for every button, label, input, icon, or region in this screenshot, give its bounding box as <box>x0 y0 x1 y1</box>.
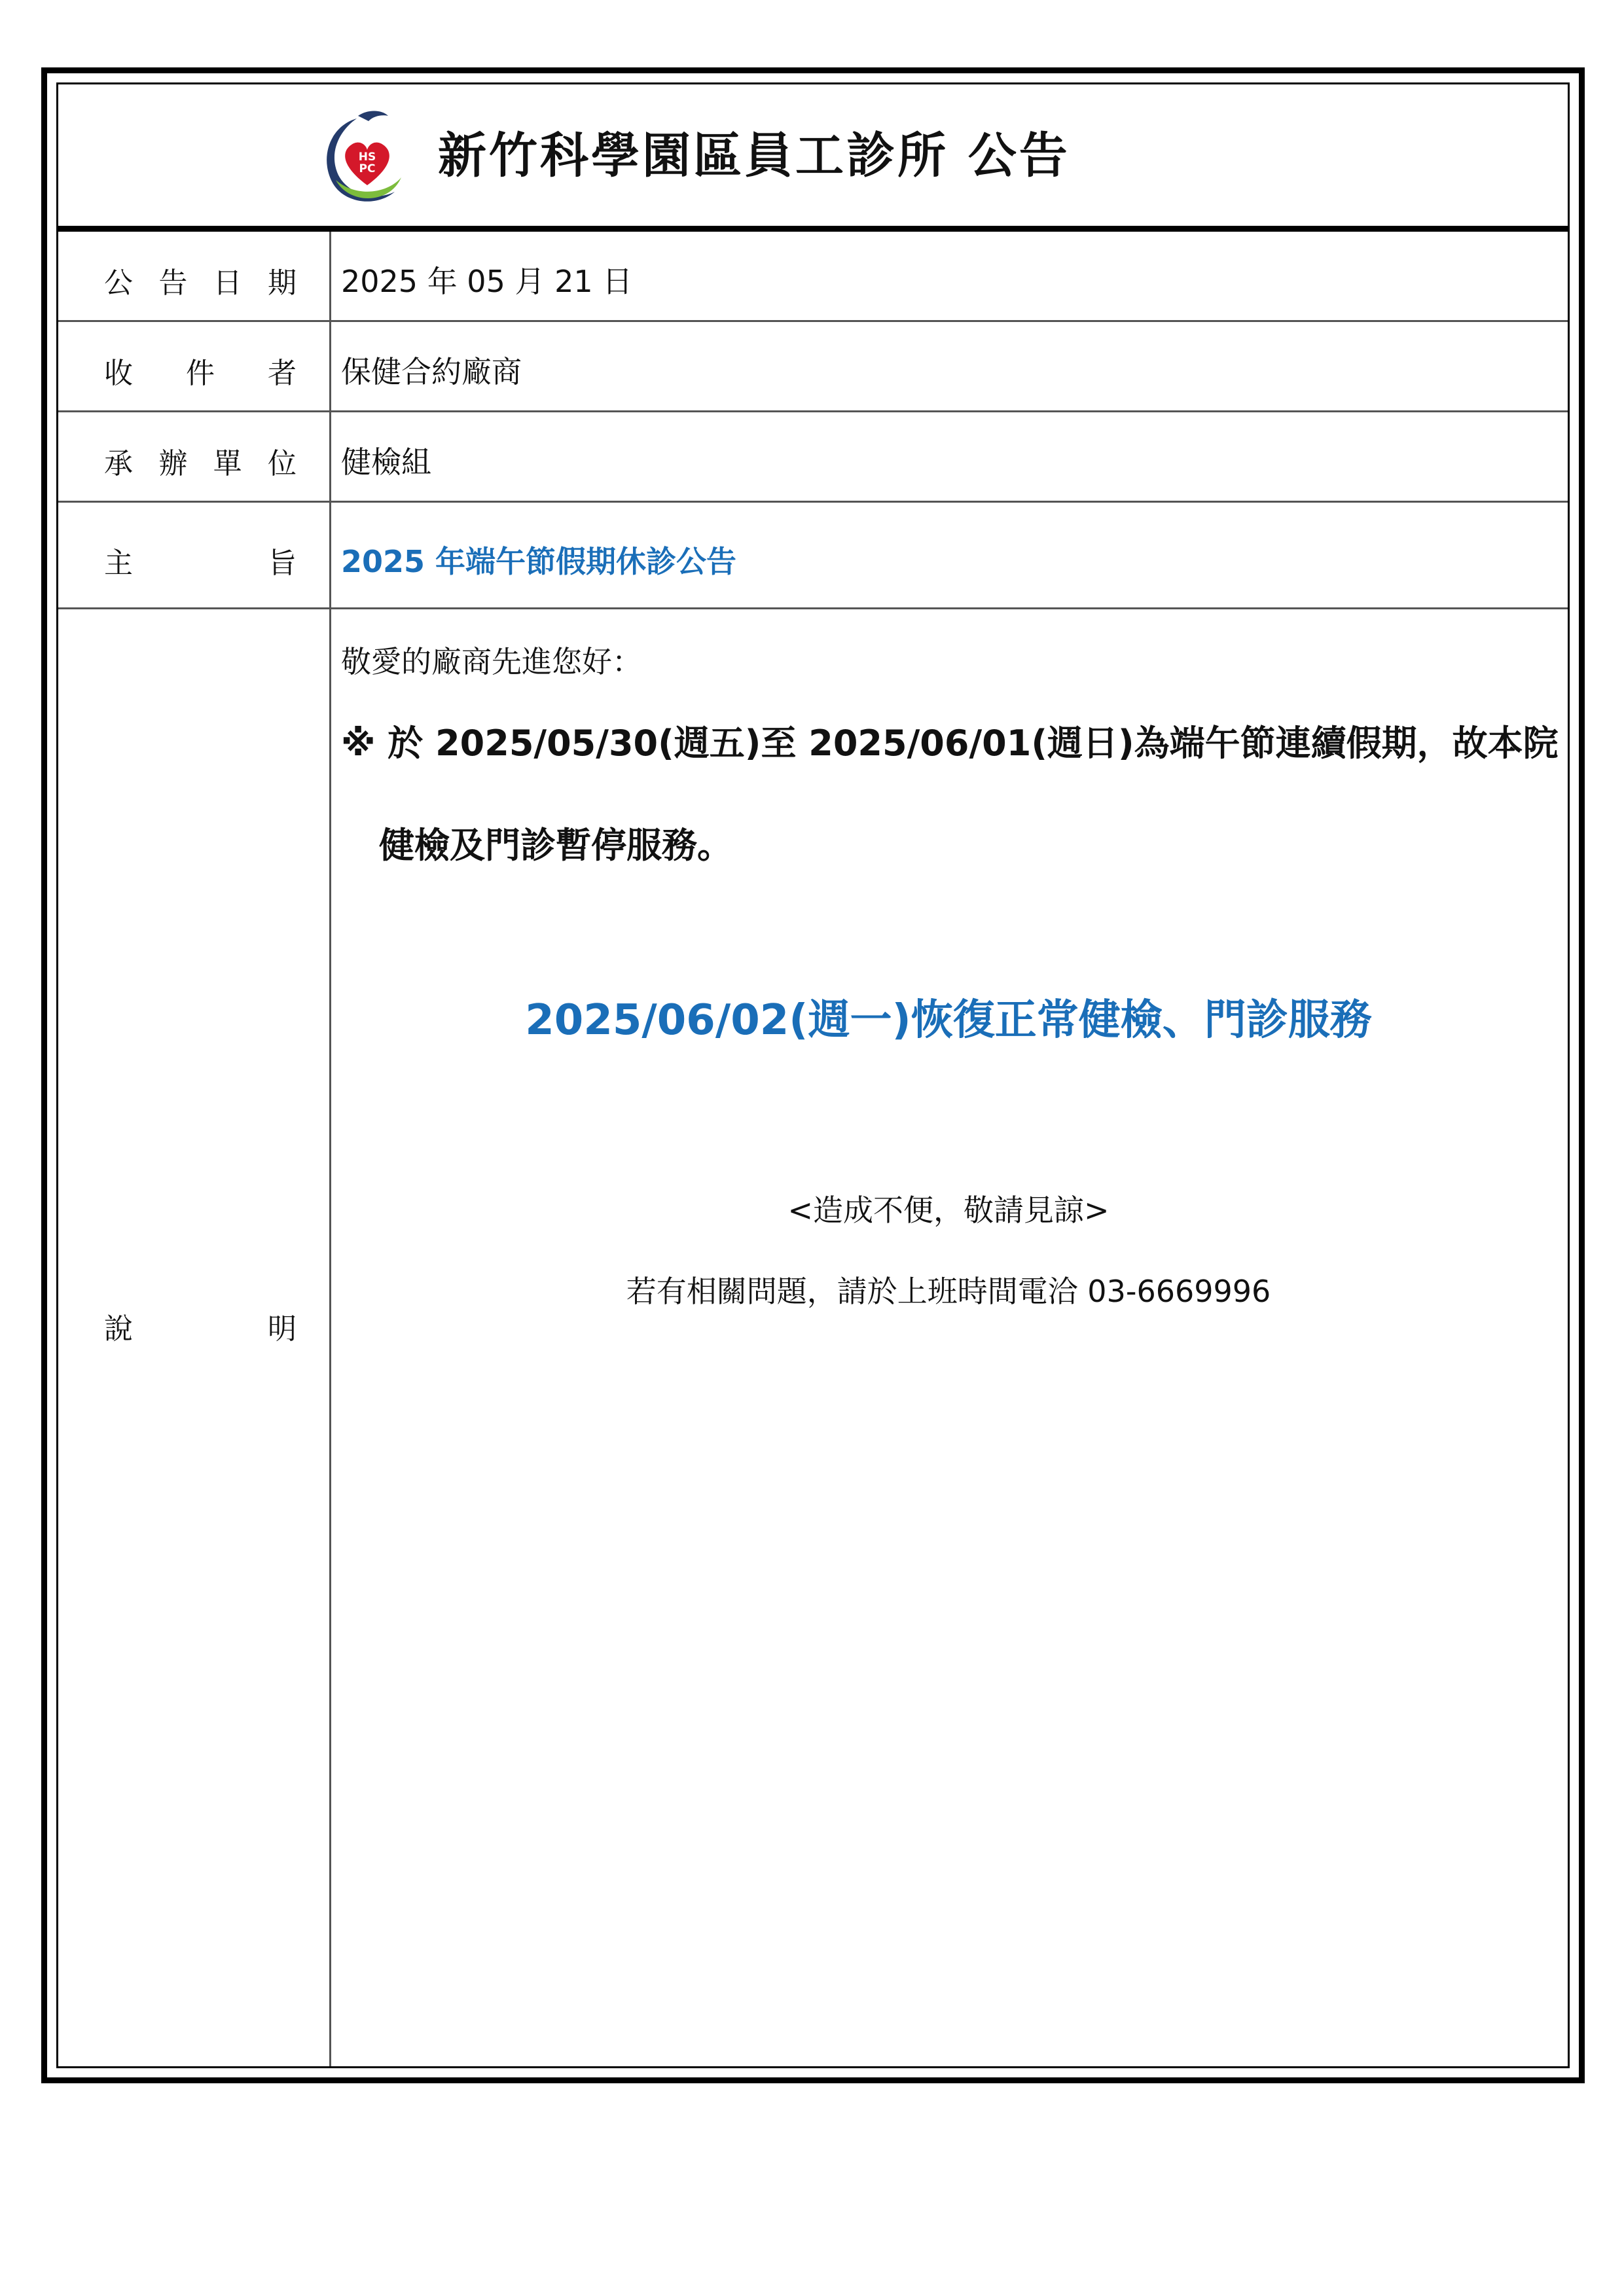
recipient: 保健合約廠商 <box>341 354 522 389</box>
row-subject <box>58 503 1568 609</box>
row-description <box>58 609 1568 2066</box>
svg-text:PC: PC <box>359 162 376 175</box>
label-char: 位 <box>267 447 297 480</box>
responsible-unit: 健檢組 <box>341 444 431 480</box>
label-char: 告 <box>158 266 188 300</box>
contact-info: 若有相關問題，請於上班時間電洽 03-6669996 <box>626 1274 1271 1309</box>
label-char: 收 <box>104 357 133 390</box>
row-announcement-date <box>58 232 1568 322</box>
label-char: 單 <box>213 447 242 480</box>
label-char: 者 <box>268 357 297 390</box>
label-char: 件 <box>186 357 215 390</box>
label-char: 主 <box>104 547 133 580</box>
label-char: 明 <box>268 1312 297 1346</box>
label-recipient <box>104 350 297 391</box>
apology-text: <造成不便，敬請見諒> <box>787 1193 1110 1228</box>
announcement-frame <box>41 67 1585 2083</box>
subject: 2025 年端午節假期休診公告 <box>341 544 737 579</box>
label-char: 期 <box>267 266 297 300</box>
notice-line-2: 健檢及門診暫停服務。 <box>379 825 732 866</box>
announcement-date: 2025 年 05 月 21 日 <box>341 264 633 299</box>
label-char: 承 <box>104 447 133 480</box>
label-announcement-date <box>104 259 297 301</box>
label-subject <box>104 539 297 581</box>
row-responsible-unit <box>58 412 1568 503</box>
label-char: 旨 <box>268 547 297 580</box>
announcement-table <box>56 82 1570 2068</box>
label-description <box>104 1305 297 1347</box>
resume-service-notice: 2025/06/02(週一)恢復正常健檢、門診服務 <box>525 996 1372 1045</box>
clinic-logo <box>311 107 416 211</box>
announcement-title: 新竹科學園區員工診所 公告 <box>438 128 1070 184</box>
svg-text:HS: HS <box>358 151 376 164</box>
label-char: 公 <box>104 266 133 300</box>
label-char: 說 <box>104 1312 133 1346</box>
notice-line-1: ※ 於 2025/05/30(週五)至 2025/06/01(週日)為端午節連續假期，故本院 <box>341 723 1559 764</box>
label-char: 日 <box>213 266 242 300</box>
label-char: 辦 <box>158 447 188 480</box>
label-responsible-unit <box>104 440 297 482</box>
row-recipient <box>58 322 1568 412</box>
greeting: 敬愛的廠商先進您好： <box>341 644 642 679</box>
announcement-header <box>58 84 1568 232</box>
